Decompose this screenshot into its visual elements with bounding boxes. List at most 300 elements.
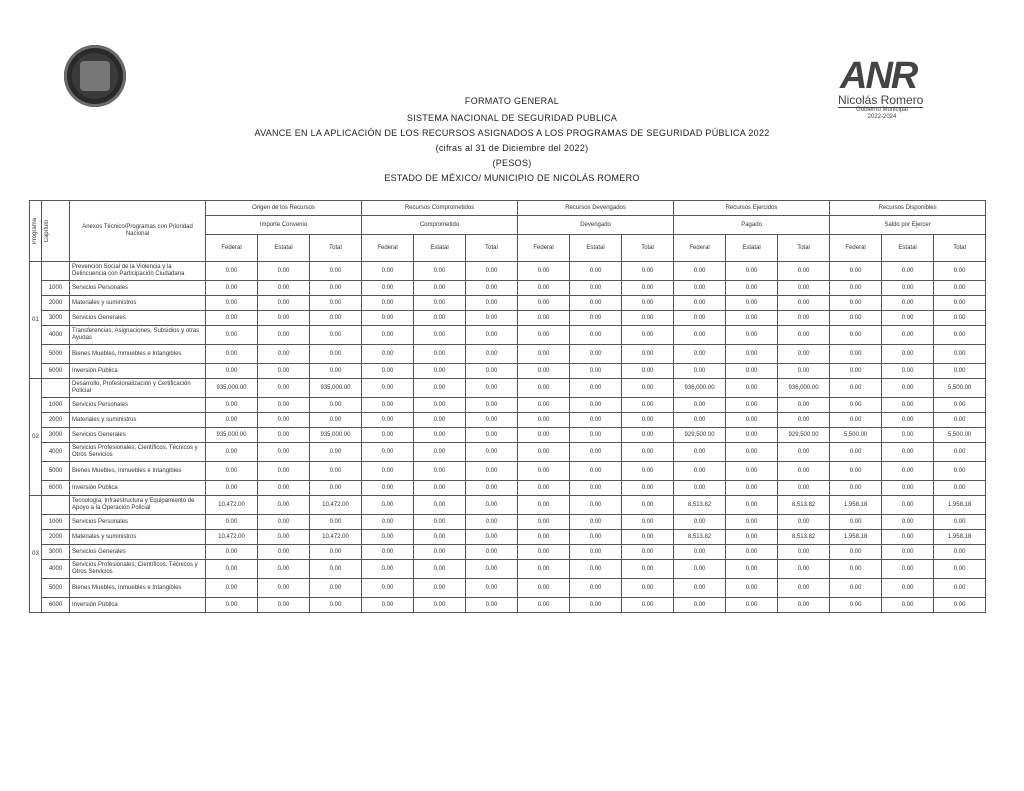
value-cell: 0.00 [258, 364, 310, 379]
value-cell: 0.00 [258, 560, 310, 579]
value-cell: 0.00 [934, 545, 986, 560]
value-cell: 0.00 [258, 515, 310, 530]
value-cell: 0.00 [934, 281, 986, 296]
group-header: Recursos Comprometidos [362, 201, 518, 216]
value-cell: 0.00 [622, 364, 674, 379]
value-cell: 0.00 [466, 281, 518, 296]
value-cell: 0.00 [362, 579, 414, 598]
value-cell: 0.00 [830, 579, 882, 598]
value-cell: 0.00 [830, 281, 882, 296]
table-row [30, 560, 986, 579]
value-cell: 0.00 [934, 296, 986, 311]
value-cell: 0.00 [622, 598, 674, 613]
table-row [30, 296, 986, 311]
value-cell: 0.00 [206, 515, 258, 530]
value-cell: 0.00 [258, 379, 310, 398]
value-cell: 0.00 [466, 379, 518, 398]
value-cell: 0.00 [726, 530, 778, 545]
value-cell: 0.00 [258, 262, 310, 281]
value-cell: 10,472.00 [310, 496, 362, 515]
value-cell: 0.00 [622, 443, 674, 462]
value-cell: 0.00 [206, 398, 258, 413]
value-cell: 0.00 [362, 428, 414, 443]
value-cell: 0.00 [518, 428, 570, 443]
description-cell: Prevención Social de la Violencia y la Delincuencia con Participación Ciudadana [70, 262, 206, 281]
subcol-header: Estatal [570, 235, 622, 262]
value-cell: 0.00 [882, 398, 934, 413]
value-cell: 0.00 [362, 560, 414, 579]
value-cell: 0.00 [674, 545, 726, 560]
value-cell: 0.00 [362, 545, 414, 560]
value-cell: 0.00 [882, 311, 934, 326]
value-cell: 0.00 [518, 443, 570, 462]
value-cell: 935,000.00 [206, 428, 258, 443]
chapter-cell: 1000 [42, 398, 70, 413]
value-cell: 0.00 [362, 398, 414, 413]
value-cell: 0.00 [622, 481, 674, 496]
value-cell: 0.00 [466, 560, 518, 579]
value-cell: 929,500.00 [778, 428, 830, 443]
value-cell: 0.00 [726, 515, 778, 530]
seal-shield-icon [80, 61, 110, 91]
value-cell: 0.00 [206, 462, 258, 481]
value-cell: 0.00 [310, 311, 362, 326]
chapter-cell: 5000 [42, 345, 70, 364]
value-cell: 0.00 [570, 262, 622, 281]
value-cell: 0.00 [882, 462, 934, 481]
value-cell: 0.00 [362, 281, 414, 296]
value-cell: 0.00 [830, 413, 882, 428]
value-cell: 0.00 [934, 579, 986, 598]
value-cell: 0.00 [570, 345, 622, 364]
subcol-header: Total [310, 235, 362, 262]
value-cell: 0.00 [622, 398, 674, 413]
value-cell: 0.00 [622, 462, 674, 481]
value-cell: 0.00 [414, 462, 466, 481]
value-cell: 0.00 [778, 462, 830, 481]
value-cell: 0.00 [570, 545, 622, 560]
value-cell: 0.00 [466, 413, 518, 428]
value-cell: 0.00 [830, 443, 882, 462]
value-cell: 0.00 [674, 443, 726, 462]
value-cell: 0.00 [882, 481, 934, 496]
value-cell: 0.00 [414, 262, 466, 281]
value-cell: 0.00 [570, 598, 622, 613]
value-cell: 0.00 [778, 296, 830, 311]
chapter-cell: 2000 [42, 413, 70, 428]
table-body [30, 201, 986, 613]
program-code-cell: 03 [30, 496, 42, 613]
value-cell: 0.00 [414, 560, 466, 579]
value-cell: 1,958.18 [830, 530, 882, 545]
subcol-header: Estatal [414, 235, 466, 262]
subcol-header: Federal [830, 235, 882, 262]
value-cell: 0.00 [258, 326, 310, 345]
value-cell: 0.00 [518, 326, 570, 345]
value-cell: 0.00 [622, 530, 674, 545]
value-cell: 0.00 [258, 311, 310, 326]
value-cell: 0.00 [466, 345, 518, 364]
value-cell: 0.00 [570, 443, 622, 462]
value-cell: 0.00 [258, 462, 310, 481]
value-cell: 0.00 [934, 481, 986, 496]
value-cell: 0.00 [674, 364, 726, 379]
value-cell: 0.00 [518, 481, 570, 496]
value-cell: 0.00 [206, 579, 258, 598]
value-cell: 0.00 [570, 515, 622, 530]
value-cell: 0.00 [206, 413, 258, 428]
value-cell: 0.00 [726, 398, 778, 413]
value-cell: 0.00 [934, 598, 986, 613]
chapter-cell: 2000 [42, 296, 70, 311]
value-cell: 0.00 [518, 379, 570, 398]
group-header: Recursos Ejercidos [674, 201, 830, 216]
value-cell: 0.00 [882, 560, 934, 579]
value-cell: 0.00 [934, 311, 986, 326]
value-cell: 0.00 [570, 413, 622, 428]
value-cell: 0.00 [414, 496, 466, 515]
value-cell: 0.00 [518, 462, 570, 481]
value-cell: 0.00 [674, 413, 726, 428]
table-row [30, 326, 986, 345]
value-cell: 0.00 [466, 262, 518, 281]
table-row [30, 379, 986, 398]
subcol-header: Total [622, 235, 674, 262]
value-cell: 0.00 [778, 326, 830, 345]
value-cell: 0.00 [882, 364, 934, 379]
value-cell: 0.00 [310, 545, 362, 560]
value-cell: 8,513.82 [674, 530, 726, 545]
description-cell: Materiales y suministros [70, 530, 206, 545]
value-cell: 0.00 [622, 560, 674, 579]
value-cell: 10,472.00 [310, 530, 362, 545]
value-cell: 0.00 [258, 545, 310, 560]
value-cell: 0.00 [830, 462, 882, 481]
value-cell: 0.00 [414, 364, 466, 379]
value-cell: 0.00 [518, 364, 570, 379]
value-cell: 0.00 [882, 345, 934, 364]
value-cell: 0.00 [726, 413, 778, 428]
value-cell: 0.00 [622, 281, 674, 296]
value-cell: 0.00 [362, 530, 414, 545]
value-cell: 0.00 [310, 398, 362, 413]
table-row [30, 428, 986, 443]
chapter-cell [42, 262, 70, 281]
value-cell: 0.00 [310, 560, 362, 579]
header-line-4: (cifras al 31 de Diciembre del 2022) [435, 143, 589, 153]
value-cell: 0.00 [570, 560, 622, 579]
value-cell: 0.00 [778, 481, 830, 496]
value-cell: 0.00 [674, 311, 726, 326]
value-cell: 0.00 [518, 530, 570, 545]
value-cell: 0.00 [882, 262, 934, 281]
subcol-header: Federal [518, 235, 570, 262]
value-cell: 0.00 [466, 530, 518, 545]
value-cell: 0.00 [830, 560, 882, 579]
value-cell: 0.00 [258, 345, 310, 364]
resources-table [29, 200, 986, 613]
value-cell: 0.00 [206, 345, 258, 364]
table-row [30, 311, 986, 326]
value-cell: 0.00 [674, 326, 726, 345]
value-cell: 0.00 [518, 515, 570, 530]
value-cell: 0.00 [778, 598, 830, 613]
value-cell: 0.00 [362, 296, 414, 311]
value-cell: 0.00 [726, 311, 778, 326]
value-cell: 0.00 [830, 364, 882, 379]
value-cell: 0.00 [726, 379, 778, 398]
value-cell: 0.00 [882, 428, 934, 443]
value-cell: 0.00 [830, 545, 882, 560]
value-cell: 0.00 [726, 262, 778, 281]
value-cell: 0.00 [882, 413, 934, 428]
value-cell: 10,472.00 [206, 530, 258, 545]
subcol-header: Total [934, 235, 986, 262]
value-cell: 0.00 [882, 598, 934, 613]
value-cell: 0.00 [466, 579, 518, 598]
value-cell: 0.00 [570, 281, 622, 296]
chapter-cell: 5000 [42, 462, 70, 481]
value-cell: 0.00 [414, 579, 466, 598]
group-header: Recursos Disponibles [830, 201, 986, 216]
description-cell: Bienes Muebles, Inmuebles e Intangibles [70, 345, 206, 364]
value-cell: 0.00 [466, 364, 518, 379]
value-cell: 0.00 [882, 443, 934, 462]
value-cell: 0.00 [934, 413, 986, 428]
value-cell: 0.00 [570, 326, 622, 345]
value-cell: 0.00 [934, 262, 986, 281]
value-cell: 0.00 [258, 530, 310, 545]
value-cell: 0.00 [882, 579, 934, 598]
value-cell: 0.00 [466, 296, 518, 311]
value-cell: 10,472.00 [206, 496, 258, 515]
value-cell: 0.00 [830, 598, 882, 613]
value-cell: 0.00 [830, 296, 882, 311]
table-row [30, 579, 986, 598]
value-cell: 0.00 [674, 262, 726, 281]
value-cell: 0.00 [934, 364, 986, 379]
value-cell: 0.00 [310, 515, 362, 530]
value-cell: 0.00 [726, 281, 778, 296]
value-cell: 0.00 [466, 515, 518, 530]
value-cell: 0.00 [622, 515, 674, 530]
table-row [30, 462, 986, 481]
value-cell: 0.00 [518, 398, 570, 413]
subgroup-header: Pagado [674, 216, 830, 235]
value-cell: 0.00 [362, 443, 414, 462]
table-row [30, 496, 986, 515]
value-cell: 0.00 [466, 545, 518, 560]
value-cell: 929,500.00 [674, 428, 726, 443]
table-row [30, 364, 986, 379]
value-cell: 0.00 [882, 496, 934, 515]
value-cell: 0.00 [310, 262, 362, 281]
value-cell: 0.00 [778, 311, 830, 326]
value-cell: 0.00 [310, 462, 362, 481]
table-row [30, 598, 986, 613]
value-cell: 0.00 [414, 545, 466, 560]
value-cell: 0.00 [362, 413, 414, 428]
value-cell: 0.00 [830, 481, 882, 496]
value-cell: 0.00 [466, 598, 518, 613]
header-line-1: FORMATO GENERAL [464, 96, 560, 106]
value-cell: 0.00 [882, 296, 934, 311]
value-cell: 0.00 [362, 379, 414, 398]
value-cell: 0.00 [206, 326, 258, 345]
value-cell: 0.00 [518, 579, 570, 598]
value-cell: 1,958.18 [934, 496, 986, 515]
value-cell: 0.00 [414, 281, 466, 296]
col-capitulo-header [42, 201, 70, 262]
value-cell: 0.00 [362, 515, 414, 530]
value-cell: 0.00 [726, 326, 778, 345]
value-cell: 0.00 [674, 345, 726, 364]
value-cell: 0.00 [726, 443, 778, 462]
chapter-cell: 3000 [42, 545, 70, 560]
table-row [30, 262, 986, 281]
value-cell: 0.00 [778, 560, 830, 579]
description-cell: Bienes Muebles, Inmuebles e Intangibles [70, 462, 206, 481]
subcol-header: Federal [206, 235, 258, 262]
value-cell: 0.00 [570, 379, 622, 398]
table-row [30, 545, 986, 560]
value-cell: 0.00 [310, 481, 362, 496]
logo-name: Nicolás Romero [838, 93, 924, 107]
group-header: Recursos Devengados [518, 201, 674, 216]
value-cell: 0.00 [570, 481, 622, 496]
value-cell: 0.00 [466, 496, 518, 515]
description-cell: Servicios Generales [70, 428, 206, 443]
value-cell: 0.00 [778, 443, 830, 462]
value-cell: 935,000.00 [310, 428, 362, 443]
value-cell: 0.00 [310, 579, 362, 598]
description-cell: Servicios Personales [70, 515, 206, 530]
value-cell: 0.00 [778, 515, 830, 530]
value-cell: 0.00 [674, 398, 726, 413]
value-cell: 0.00 [726, 598, 778, 613]
header-line-6: ESTADO DE MÉXICO/ MUNICIPIO DE NICOLÁS ROMERO [384, 173, 640, 183]
value-cell: 0.00 [726, 579, 778, 598]
value-cell: 0.00 [778, 398, 830, 413]
chapter-cell: 5000 [42, 579, 70, 598]
col-programa-label: Programa [32, 217, 38, 245]
value-cell: 0.00 [934, 398, 986, 413]
value-cell: 0.00 [726, 481, 778, 496]
value-cell: 0.00 [830, 326, 882, 345]
chapter-cell: 4000 [42, 560, 70, 579]
chapter-cell: 2000 [42, 530, 70, 545]
value-cell: 8,513.82 [674, 496, 726, 515]
value-cell: 0.00 [570, 462, 622, 481]
value-cell: 0.00 [362, 326, 414, 345]
value-cell: 935,000.00 [310, 379, 362, 398]
value-cell: 0.00 [570, 530, 622, 545]
value-cell: 0.00 [570, 398, 622, 413]
chapter-cell: 3000 [42, 428, 70, 443]
subcol-header: Total [466, 235, 518, 262]
value-cell: 0.00 [778, 579, 830, 598]
value-cell: 0.00 [414, 428, 466, 443]
value-cell: 0.00 [934, 443, 986, 462]
value-cell: 0.00 [206, 560, 258, 579]
group-header: Origen de los Recursos [206, 201, 362, 216]
chapter-cell: 6000 [42, 481, 70, 496]
description-cell: Bienes Muebles, Inmuebles e Intangibles [70, 579, 206, 598]
value-cell: 0.00 [206, 296, 258, 311]
description-cell: Servicios Generales [70, 311, 206, 326]
value-cell: 0.00 [362, 311, 414, 326]
value-cell: 0.00 [934, 326, 986, 345]
value-cell: 0.00 [518, 281, 570, 296]
value-cell: 8,513.82 [778, 496, 830, 515]
chapter-cell: 4000 [42, 443, 70, 462]
value-cell: 0.00 [830, 379, 882, 398]
value-cell: 0.00 [518, 598, 570, 613]
subgroup-header: Comprometido [362, 216, 518, 235]
table-row [30, 281, 986, 296]
value-cell: 0.00 [206, 262, 258, 281]
description-cell: Servicios Profesionales, Científicos, Técnicos y Otros Servicios [70, 443, 206, 462]
value-cell: 0.00 [414, 530, 466, 545]
subcol-header: Federal [362, 235, 414, 262]
value-cell: 0.00 [466, 428, 518, 443]
value-cell: 0.00 [258, 398, 310, 413]
value-cell: 0.00 [310, 326, 362, 345]
value-cell: 0.00 [310, 281, 362, 296]
value-cell: 0.00 [830, 515, 882, 530]
value-cell: 0.00 [466, 443, 518, 462]
value-cell: 0.00 [674, 515, 726, 530]
description-cell: Servicios Profesionales, Científicos, Técnicos y Otros Servicios [70, 560, 206, 579]
value-cell: 5,500.00 [934, 428, 986, 443]
value-cell: 0.00 [206, 545, 258, 560]
value-cell: 5,500.00 [830, 428, 882, 443]
value-cell: 0.00 [518, 545, 570, 560]
value-cell: 0.00 [674, 560, 726, 579]
value-cell: 0.00 [778, 364, 830, 379]
subcol-header: Federal [674, 235, 726, 262]
table-row [30, 530, 986, 545]
value-cell: 0.00 [726, 428, 778, 443]
program-code-cell: 02 [30, 379, 42, 496]
table-row [30, 345, 986, 364]
value-cell: 0.00 [570, 579, 622, 598]
value-cell: 0.00 [726, 545, 778, 560]
value-cell: 936,000.00 [674, 379, 726, 398]
header-line-5: (PESOS) [492, 158, 532, 168]
value-cell: 0.00 [518, 345, 570, 364]
value-cell: 0.00 [258, 481, 310, 496]
value-cell: 0.00 [622, 379, 674, 398]
value-cell: 0.00 [310, 345, 362, 364]
table-row [30, 398, 986, 413]
header-line-3: AVANCE EN LA APLICACIÓN DE LOS RECURSOS ASIGNADOS A LOS PROGRAMAS DE SEGURIDAD PÚBLICA 2022 [254, 128, 770, 138]
description-cell: Materiales y suministros [70, 413, 206, 428]
value-cell: 0.00 [622, 545, 674, 560]
value-cell: 0.00 [622, 345, 674, 364]
table-row [30, 515, 986, 530]
chapter-cell [42, 379, 70, 398]
value-cell: 0.00 [466, 481, 518, 496]
col-programa-header [30, 201, 42, 262]
description-cell: Inversión Pública [70, 364, 206, 379]
value-cell: 0.00 [778, 262, 830, 281]
value-cell: 0.00 [674, 462, 726, 481]
value-cell: 0.00 [518, 560, 570, 579]
value-cell: 0.00 [362, 598, 414, 613]
value-cell: 0.00 [934, 345, 986, 364]
value-cell: 0.00 [674, 598, 726, 613]
